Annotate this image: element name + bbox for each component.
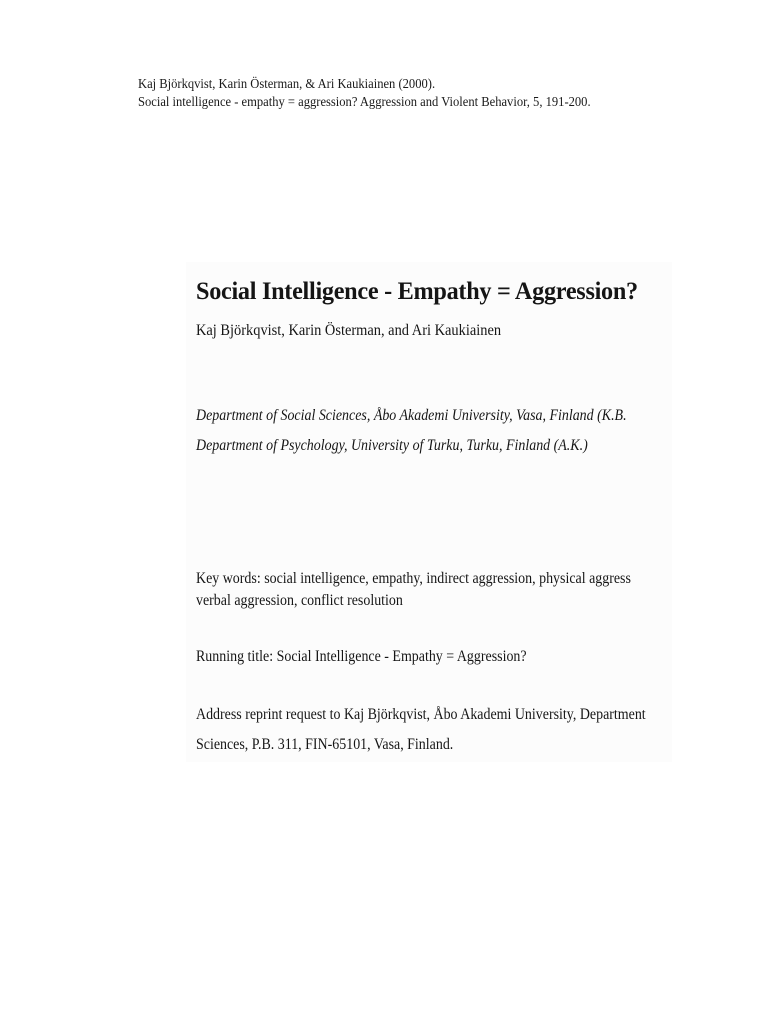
affiliation-2: Department of Psychology, University of Turku, Turku, Finland (A.K.) bbox=[196, 437, 588, 454]
citation-line-2: Social intelligence - empathy = aggression? Aggression and Violent Behavior, 5, 191-200. bbox=[138, 94, 591, 109]
citation-line-1: Kaj Björkqvist, Karin Österman, & Ari Kaukiainen (2000). bbox=[138, 76, 436, 91]
paper-title: Social Intelligence - Empathy = Aggression? bbox=[196, 276, 638, 305]
affiliation-1: Department of Social Sciences, Åbo Akademi University, Vasa, Finland (K.B. bbox=[196, 407, 627, 424]
scanned-title-page bbox=[186, 262, 672, 762]
keywords-line-1: Key words: social intelligence, empathy, indirect aggression, physical aggress bbox=[196, 570, 631, 587]
citation-header bbox=[138, 75, 591, 111]
address-line-1: Address reprint request to Kaj Björkqvist, Åbo Akademi University, Department bbox=[196, 706, 646, 723]
paper-authors: Kaj Björkqvist, Karin Österman, and Ari Kaukiainen bbox=[196, 322, 502, 339]
keywords-line-2: verbal aggression, conflict resolution bbox=[196, 592, 403, 609]
address-line-2: Sciences, P.B. 311, FIN-65101, Vasa, Finland. bbox=[196, 736, 454, 753]
running-title: Running title: Social Intelligence - Empathy = Aggression? bbox=[196, 648, 527, 665]
